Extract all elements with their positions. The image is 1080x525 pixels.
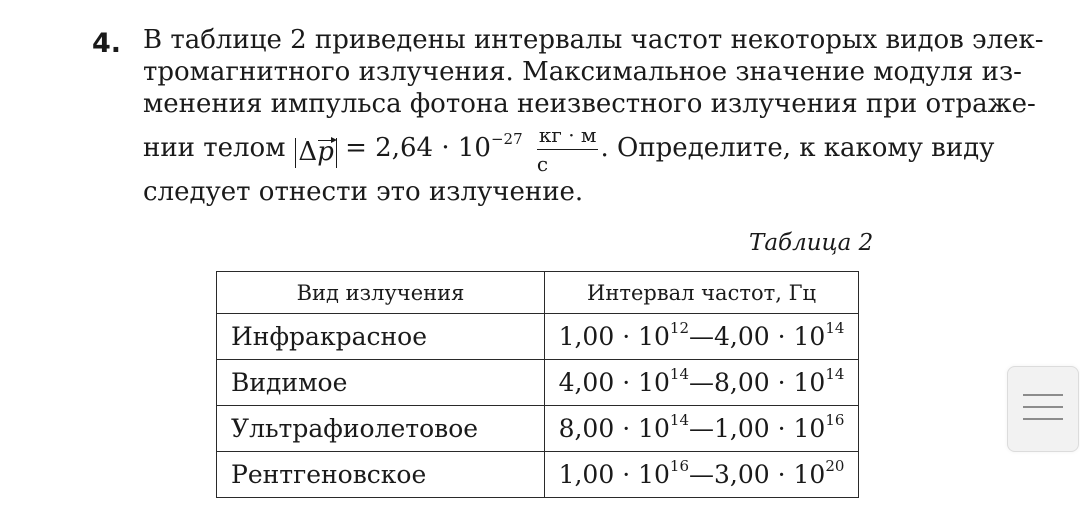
range-to-mantissa: —3,00 · 10: [689, 460, 826, 489]
frequency-range-cell: [545, 452, 859, 498]
problem-line-formula: [143, 120, 995, 176]
range-from-mantissa: 4,00 · 10: [558, 368, 670, 397]
frequency-range-cell: [545, 360, 859, 406]
problem-line-last: следует отнести это излучение.: [143, 177, 584, 207]
table-row: [217, 406, 859, 452]
momentum-change-abs: [295, 138, 336, 168]
unit-fraction: [537, 123, 599, 176]
formula-suffix: . Определите, к какому виду: [600, 133, 995, 163]
range-to-mantissa: —4,00 · 10: [689, 322, 826, 351]
range-to-exponent: 14: [825, 365, 845, 383]
table-row: [217, 360, 859, 406]
frequency-range-cell: [545, 314, 859, 360]
range-from-mantissa: 1,00 · 10: [558, 322, 670, 351]
range-from-exponent: 14: [669, 365, 689, 383]
unit-numerator: кг · м: [537, 123, 599, 150]
momentum-vector: p: [317, 137, 334, 167]
unit-denominator: с: [536, 151, 549, 176]
frequency-range-cell: [545, 406, 859, 452]
table-header-row: [217, 272, 859, 314]
range-from-exponent: 12: [669, 319, 689, 337]
formula-prefix: нии телом: [143, 133, 286, 163]
menu-button[interactable]: [1007, 366, 1079, 452]
problem-line-3: менения импульса фотона неизвестного излучения при отраже-: [143, 89, 1036, 119]
radiation-type-cell: Рентгеновское: [217, 452, 545, 498]
range-to-exponent: 14: [825, 319, 845, 337]
header-frequency-range: Интервал частот, Гц: [545, 272, 859, 314]
formula-value: = 2,64 · 10: [345, 133, 491, 163]
problem-text: [143, 24, 1044, 208]
range-to-mantissa: —1,00 · 10: [689, 414, 826, 443]
problem-number: 4.: [92, 28, 122, 59]
table-row: [217, 452, 859, 498]
range-from-mantissa: 8,00 · 10: [558, 414, 670, 443]
formula-exponent: −27: [490, 130, 523, 148]
radiation-type-cell: Видимое: [217, 360, 545, 406]
table-caption: Таблица 2: [749, 230, 874, 256]
problem-line-2: тромагнитного излучения. Максимальное значение модуля из-: [143, 57, 1022, 87]
range-from-exponent: 14: [669, 411, 689, 429]
table-row: [217, 314, 859, 360]
range-from-mantissa: 1,00 · 10: [558, 460, 670, 489]
header-radiation-type: Вид излучения: [217, 272, 545, 314]
frequency-table: [216, 271, 859, 498]
problem-line-1: В таблице 2 приведены интервалы частот некоторых видов элек-: [143, 25, 1044, 55]
radiation-type-cell: Ультрафиолетовое: [217, 406, 545, 452]
range-to-exponent: 16: [825, 411, 845, 429]
delta-symbol: Δ: [298, 137, 318, 167]
radiation-type-cell: Инфракрасное: [217, 314, 545, 360]
range-to-mantissa: —8,00 · 10: [689, 368, 826, 397]
range-to-exponent: 20: [825, 457, 845, 475]
range-from-exponent: 16: [669, 457, 689, 475]
